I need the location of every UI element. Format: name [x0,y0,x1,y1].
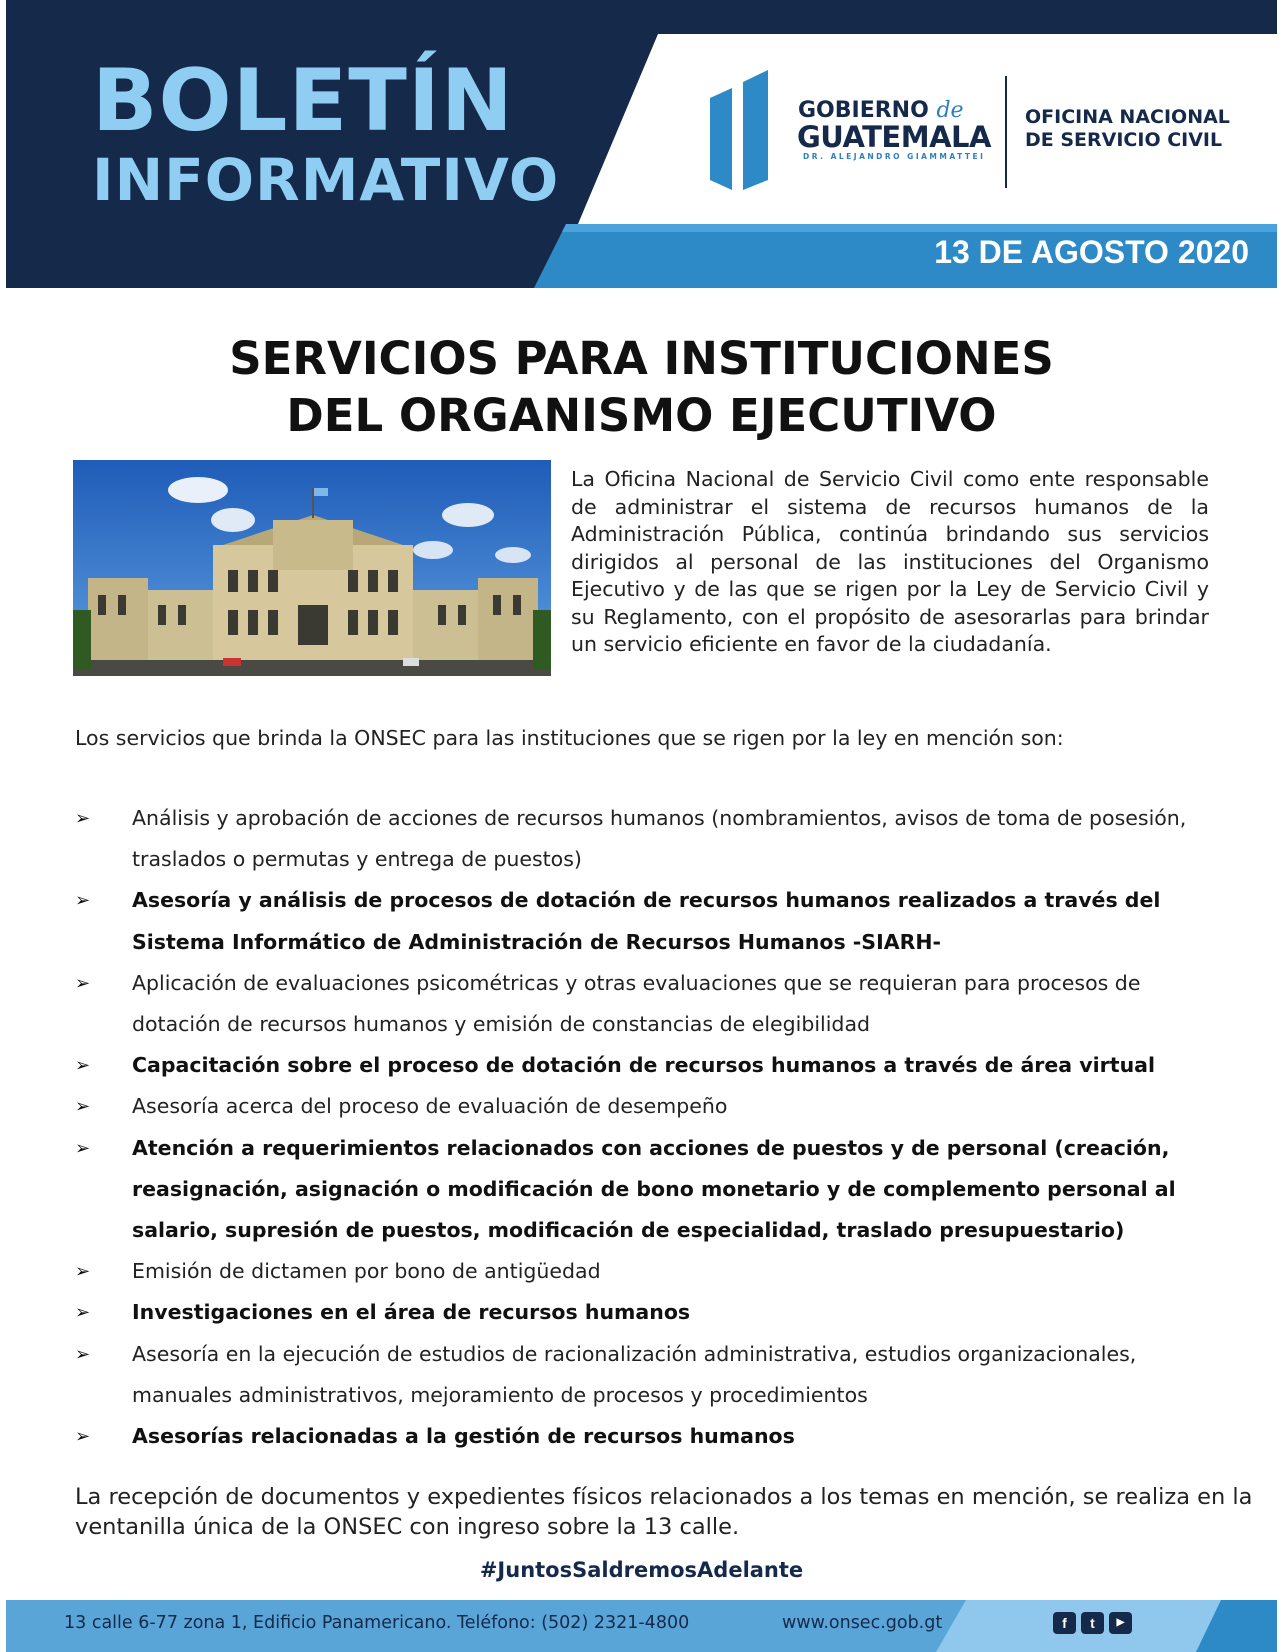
footer-bar [6,1600,1277,1652]
service-item [75,1416,1235,1457]
service-item [75,1128,1235,1252]
service-text: Análisis y aprobación de acciones de recursos humanos (nombramientos, avisos de toma de posesión, traslados o permutas y entrega de puestos) [132,806,1187,872]
bulletin-date: 13 DE AGOSTO 2020 [934,234,1249,270]
footer-address: 13 calle 6-77 zona 1, Edificio Panamericano. Teléfono: (502) 2321-4800 [64,1613,690,1633]
service-item [75,1251,1235,1292]
service-text: Asesorías relacionadas a la gestión de recursos humanos [132,1424,795,1449]
bullet-arrow-icon: ➢ [75,1096,91,1118]
bullet-arrow-icon: ➢ [75,1055,91,1077]
bullet-arrow-icon: ➢ [75,808,91,829]
service-item [75,880,1235,962]
bulletin-title-line2: INFORMATIVO [92,146,560,214]
twitter-icon[interactable]: t [1081,1612,1104,1634]
services-list [75,798,1235,1457]
facebook-icon[interactable]: f [1053,1612,1076,1634]
website-link[interactable]: www.onsec.gob.gt [782,1613,943,1633]
service-text: Asesoría en la ejecución de estudios de racionalización administrativa, estudios organizacionales, manuales administrativos, mejoramiento de procesos y procedimientos [132,1341,1137,1407]
bullet-arrow-icon: ➢ [75,890,91,912]
bullet-arrow-icon: ➢ [75,1137,91,1159]
service-item [75,1086,1235,1127]
service-text: Asesoría y análisis de procesos de dotación de recursos humanos realizados a través del Sistema Informático de Administración de Recursos Humanos -SIARH- [132,888,1161,954]
government-logo-president: DR. ALEJANDRO GIAMMATTEI [803,152,986,161]
youtube-icon[interactable]: ▶ [1109,1612,1132,1634]
service-text: Aplicación de evaluaciones psicométricas y otras evaluaciones que se requieran para procesos de dotación de recursos humanos y emisión de constancias de elegibilidad [132,970,1141,1037]
bullet-arrow-icon: ➢ [75,1426,91,1448]
services-lead-text: Los servicios que brinda la ONSEC para las instituciones que se rigen por la ley en mención son: [75,726,1064,750]
closing-paragraph: La recepción de documentos y expedientes físicos relacionados a los temas en mención, se realiza en la ventanilla única de la ONSEC con ingreso sobre la 13 calle. [75,1484,1253,1540]
national-palace-photo [73,460,551,676]
service-item [75,1045,1235,1086]
bullet-arrow-icon: ➢ [75,972,91,994]
service-item [75,963,1235,1045]
service-text: Emisión de dictamen por bono de antigüedad [132,1259,601,1284]
intro-paragraph: La Oficina Nacional de Servicio Civil como ente responsable de administrar el sistema de recursos humanos de la Administración Pública, continúa brindando sus servicios dirigidos al personal de las instituciones del Organismo Ejecutivo y de las que se rigen por la Ley de Servicio Civil y su Reglamento, con el propósito de asesorarlas para brindar un servicio eficiente en favor de la ciudadanía. [571,467,1209,656]
bullet-arrow-icon: ➢ [75,1261,91,1283]
service-item [75,1334,1235,1416]
hashtag: #JuntosSaldremosAdelante [479,1558,804,1582]
service-text: Investigaciones en el área de recursos humanos [132,1300,691,1325]
service-text: Capacitación sobre el proceso de dotación de recursos humanos a través de área virtual [132,1053,1156,1078]
header-banner [6,0,1277,288]
government-logo-text: GOBIERNO de [798,98,964,123]
bullet-arrow-icon: ➢ [75,1302,91,1324]
bullet-arrow-icon: ➢ [75,1343,91,1365]
logo-divider [1005,76,1007,188]
service-item [75,1292,1235,1333]
government-logo-country: GUATEMALA [797,120,991,154]
service-item [75,798,1235,880]
guatemala-government-logo-icon [710,70,790,196]
service-text: Atención a requerimientos relacionados con acciones de puestos y de personal (creación, reasignación, asignación o modificación de bono monetario y de complemento personal al salario, supresión de puestos, modificación de especialidad, traslado presupuestario) [132,1135,1176,1243]
bulletin-title-line1: BOLETÍN [92,51,514,151]
service-text: Asesoría acerca del proceso de evaluación de desempeño [132,1094,728,1119]
office-name: OFICINA NACIONAL DE SERVICIO CIVIL [1025,106,1230,151]
article-title: SERVICIOS PARA INSTITUCIONES DEL ORGANISMO EJECUTIVO [229,332,1054,442]
